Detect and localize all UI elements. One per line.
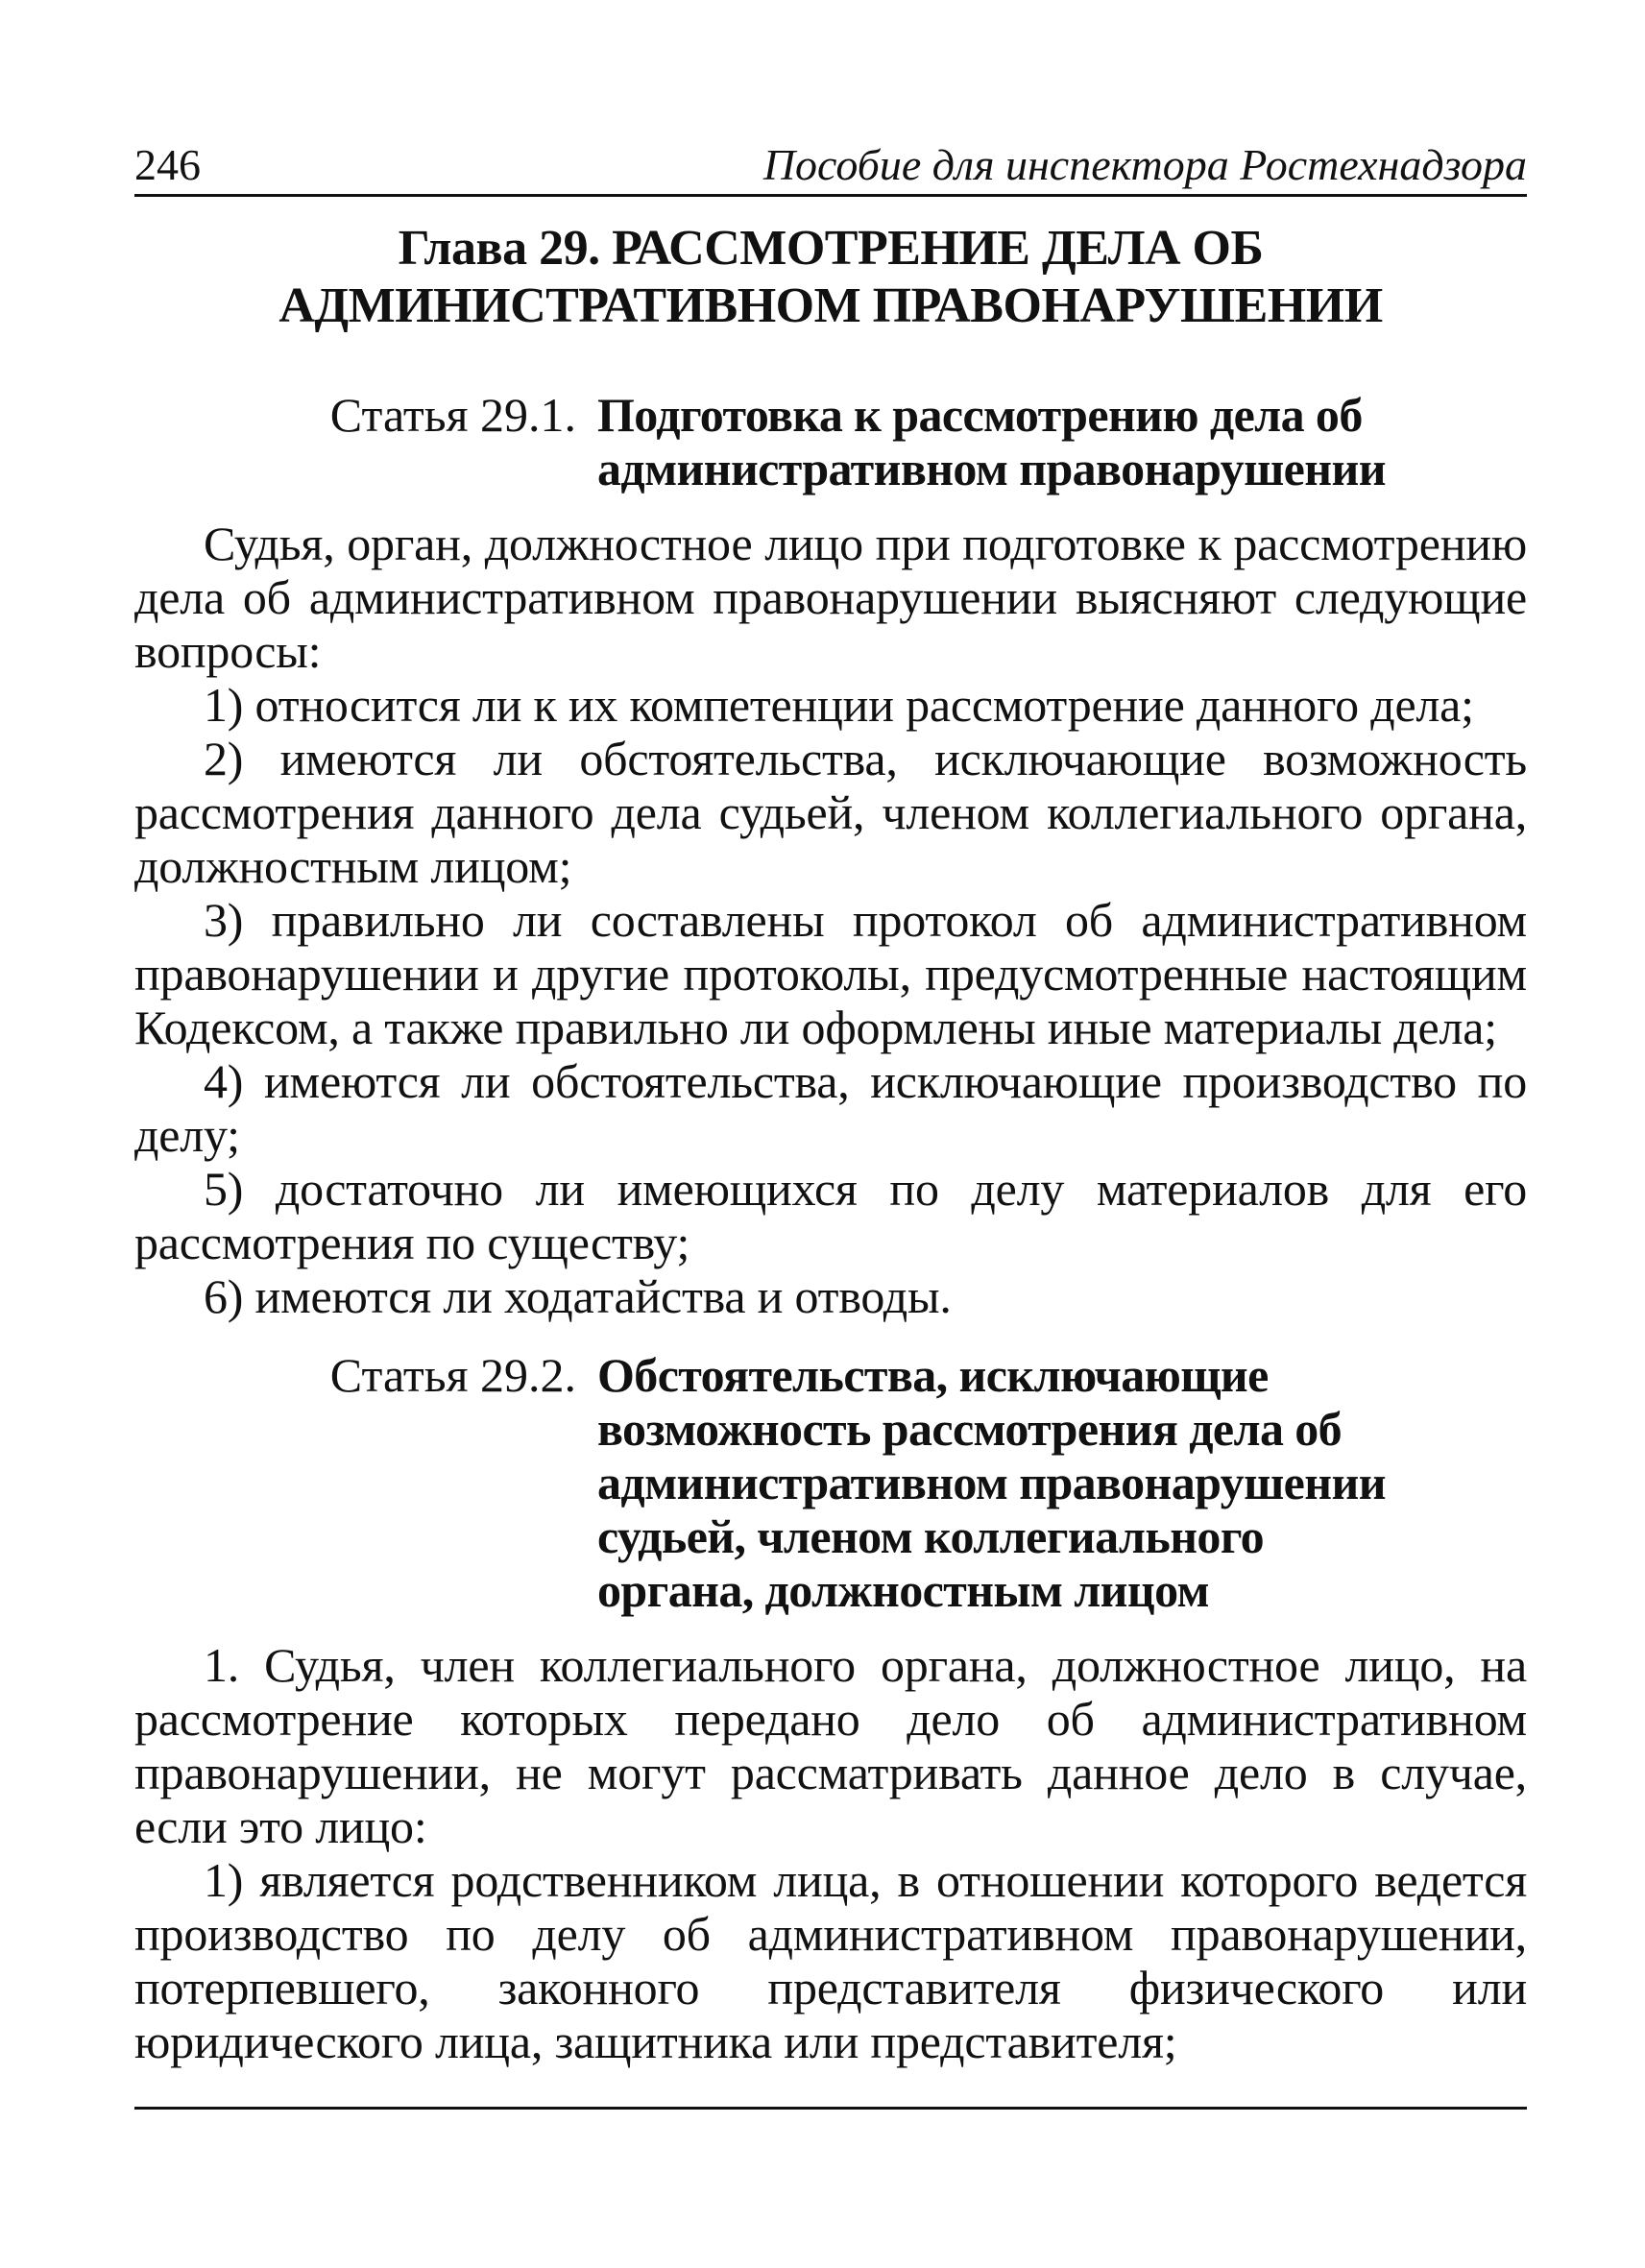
list-item: 6) имеются ли ходатайства и отводы. <box>204 1268 952 1323</box>
list-item: 3) правильно ли составлены протокол об административном правонарушении и другие протоколы, предусмотренные настоящим Кодексом, а также правильно ли оформлены иные материалы дела; <box>134 892 1527 1054</box>
bottom-rule <box>134 2107 1527 2110</box>
page-number: 246 <box>134 140 201 189</box>
list-item: 4) имеются ли обстоятельства, исключающие производство по делу; <box>134 1053 1527 1162</box>
list-item: 1) является родственником лица, в отношении которого ведется производство по делу об административном правонарушении, потерпевшего, законного представителя физического или юридического лица, защитника или представителя; <box>134 1852 1527 2068</box>
paragraph: 1. Судья, член коллегиального органа, должностное лицо, на рассмотрение которых передано дело об административном правонарушении, не могут рассматривать данное дело в случае, если это лицо: <box>134 1637 1527 1853</box>
article-heading <box>134 388 1527 495</box>
running-title: Пособие для инспектора Ростехнадзора <box>762 140 1527 189</box>
article-label: Статья 29.2. <box>329 1347 576 1402</box>
list-item: 5) достаточно ли имеющихся по делу материалов для его рассмотрения по существу; <box>134 1161 1527 1269</box>
chapter-title: Глава 29. РАССМОТРЕНИЕ ДЕЛА ОБ АДМИНИСТРАТИВНОМ ПРАВОНАРУШЕНИИ <box>278 221 1383 334</box>
list-item: 1) относится ли к их компетенции рассмотрение данного дела; <box>204 677 1474 732</box>
article-29-2 <box>134 1348 1527 2068</box>
book-page <box>134 134 1527 2110</box>
article-29-1 <box>134 388 1527 1323</box>
list-item: 2) имеются ли обстоятельства, исключающие возможность рассмотрения данного дела судьей, членом коллегиального органа, должностным лицом; <box>134 731 1527 893</box>
article-heading <box>134 1348 1527 1617</box>
paragraph: Судья, орган, должностное лицо при подготовке к рассмотрению дела об административном правонарушении выясняют следующие вопросы: <box>134 516 1527 678</box>
article-title: Обстоятельства, исключающие возможность рассмотрения дела об административном правонарушении судьей, членом коллегиального органа, должностным лицом <box>597 1347 1386 1617</box>
article-label: Статья 29.1. <box>329 387 576 442</box>
article-title: Подготовка к рассмотрению дела об административном правонарушении <box>597 387 1386 495</box>
running-header <box>134 134 1527 197</box>
